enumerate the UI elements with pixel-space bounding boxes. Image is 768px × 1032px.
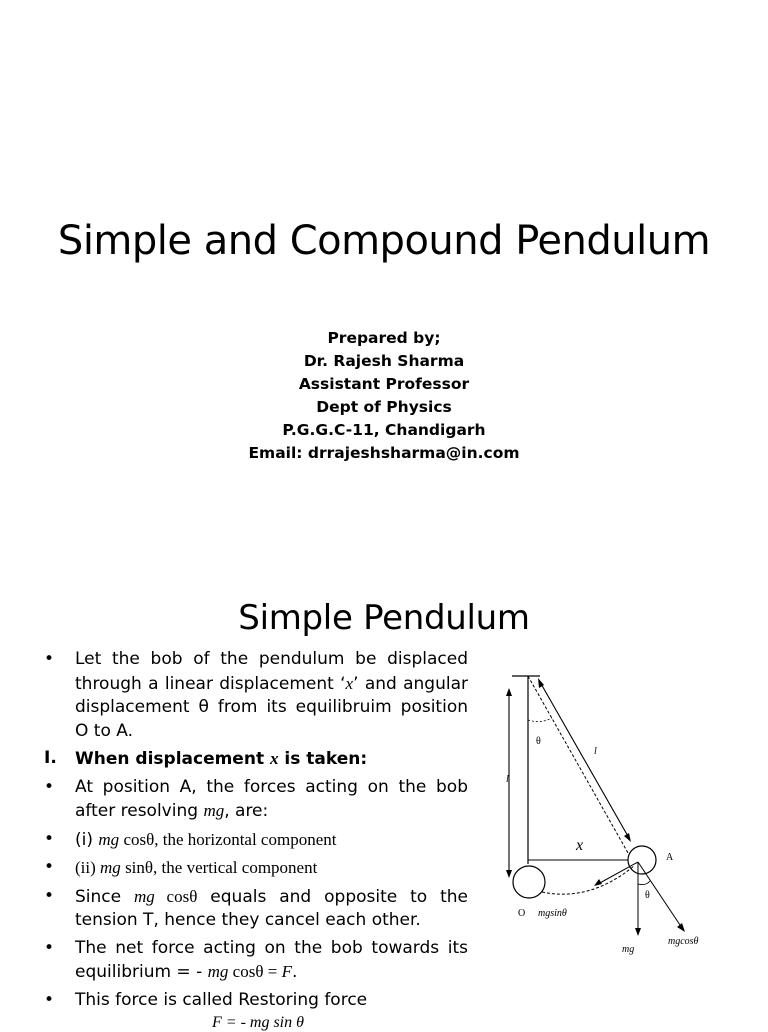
length-label-diag: l — [594, 746, 597, 757]
bullet-text: (ii) — [75, 858, 101, 877]
heading-text: When displacement — [75, 749, 270, 769]
arrow-down-icon — [506, 870, 512, 878]
math-mg: mg — [100, 858, 121, 877]
pendulum-svg — [498, 670, 718, 980]
pendulum-diagram — [498, 670, 718, 980]
length-marker-diag — [540, 682, 629, 838]
page-title: Simple and Compound Pendulum — [57, 218, 711, 264]
string-displaced — [528, 676, 632, 860]
arrow-down-icon — [677, 923, 685, 932]
bullet-item — [44, 989, 468, 1013]
bullet-mark: • — [44, 776, 55, 797]
arrow-up-icon — [506, 688, 512, 696]
bullet-mark: • — [44, 649, 55, 669]
x-label: x — [576, 837, 584, 854]
bullet-mark: • — [44, 989, 55, 1010]
bullet-item — [44, 937, 468, 985]
bullet-text: cosθ, the horizontal component — [119, 829, 337, 849]
arrow-left-icon — [594, 879, 602, 886]
author-email: Email: drrajeshsharma@in.com — [248, 444, 520, 462]
heading-text: is taken: — [278, 749, 368, 769]
length-label-left: l — [506, 774, 509, 785]
subheading-item — [44, 747, 468, 772]
arrow-down-icon — [635, 928, 641, 936]
math-cos: cosθ — [154, 886, 198, 906]
theta-arc — [528, 718, 552, 722]
math-x: x — [345, 673, 354, 693]
theta-label-bob: θ — [645, 890, 650, 901]
bullet-text: At position A, the forces acting on the bob after resolving — [75, 776, 468, 821]
swing-path — [542, 866, 634, 894]
roman-numeral: I. — [44, 748, 57, 768]
section-title: Simple Pendulum — [238, 598, 530, 638]
bullet-text: . — [291, 962, 298, 982]
bullet-mark: • — [44, 828, 55, 849]
mgcos-label: mgcosθ — [668, 936, 699, 947]
bullet-text: The net force acting on the bob towards its equilibrium = - — [75, 937, 468, 982]
bullet-text: sinθ, the vertical component — [120, 858, 318, 877]
bullet-item — [44, 828, 468, 853]
bob-displaced — [628, 846, 656, 874]
author-name: Dr. Rajesh Sharma — [303, 352, 465, 370]
arrow-down-icon — [624, 833, 631, 842]
bullet-item — [44, 856, 468, 881]
mgsin-label: mgsinθ — [538, 908, 567, 919]
math-mg: mg — [98, 829, 120, 849]
author-department: Dept of Physics — [316, 398, 452, 416]
bullet-mark: • — [44, 857, 55, 877]
theta-arc-bob — [638, 881, 650, 885]
bullet-text: Since — [75, 886, 135, 907]
bullet-mark: • — [44, 885, 55, 906]
prepared-by: Prepared by; — [327, 329, 441, 347]
theta-label-top: θ — [536, 736, 541, 747]
math-mg: mg — [207, 962, 229, 981]
math-mg: mg — [134, 886, 155, 906]
bullet-mark: • — [44, 937, 55, 958]
math-mg: mg — [203, 801, 225, 820]
mgsin-vector — [598, 862, 638, 884]
bullet-item — [44, 776, 468, 824]
bullet-item — [44, 885, 468, 933]
bullet-list — [44, 648, 468, 1016]
bullet-text: Let the bob of the pendulum be displaced through a linear displacement ‘ — [75, 649, 468, 694]
bullet-text: ’ and angular displacement θ from its equilibruim position O to A. — [75, 673, 468, 741]
bullet-item — [44, 648, 468, 743]
mg-label: mg — [622, 944, 635, 955]
bullet-text: (i) — [75, 829, 99, 850]
author-position: Assistant Professor — [298, 375, 470, 393]
point-o-label: O — [518, 908, 526, 919]
cutoff-equation: F = - mg sin θ — [212, 1014, 304, 1031]
point-a-label: A — [666, 852, 674, 863]
math-cos: cosθ = — [228, 962, 282, 981]
author-college: P.G.G.C-11, Chandigarh — [282, 421, 486, 439]
bullet-text: This force is called Restoring force — [75, 989, 368, 1010]
bullet-text: equals and opposite to the tension T, hence they cancel each other. — [75, 886, 469, 930]
slide-simple-pendulum — [0, 570, 768, 1031]
bullet-text: , are: — [224, 801, 269, 821]
math-x: x — [270, 749, 279, 768]
author-info — [0, 327, 768, 465]
bob-rest — [513, 866, 545, 898]
math-f: F — [281, 962, 292, 981]
